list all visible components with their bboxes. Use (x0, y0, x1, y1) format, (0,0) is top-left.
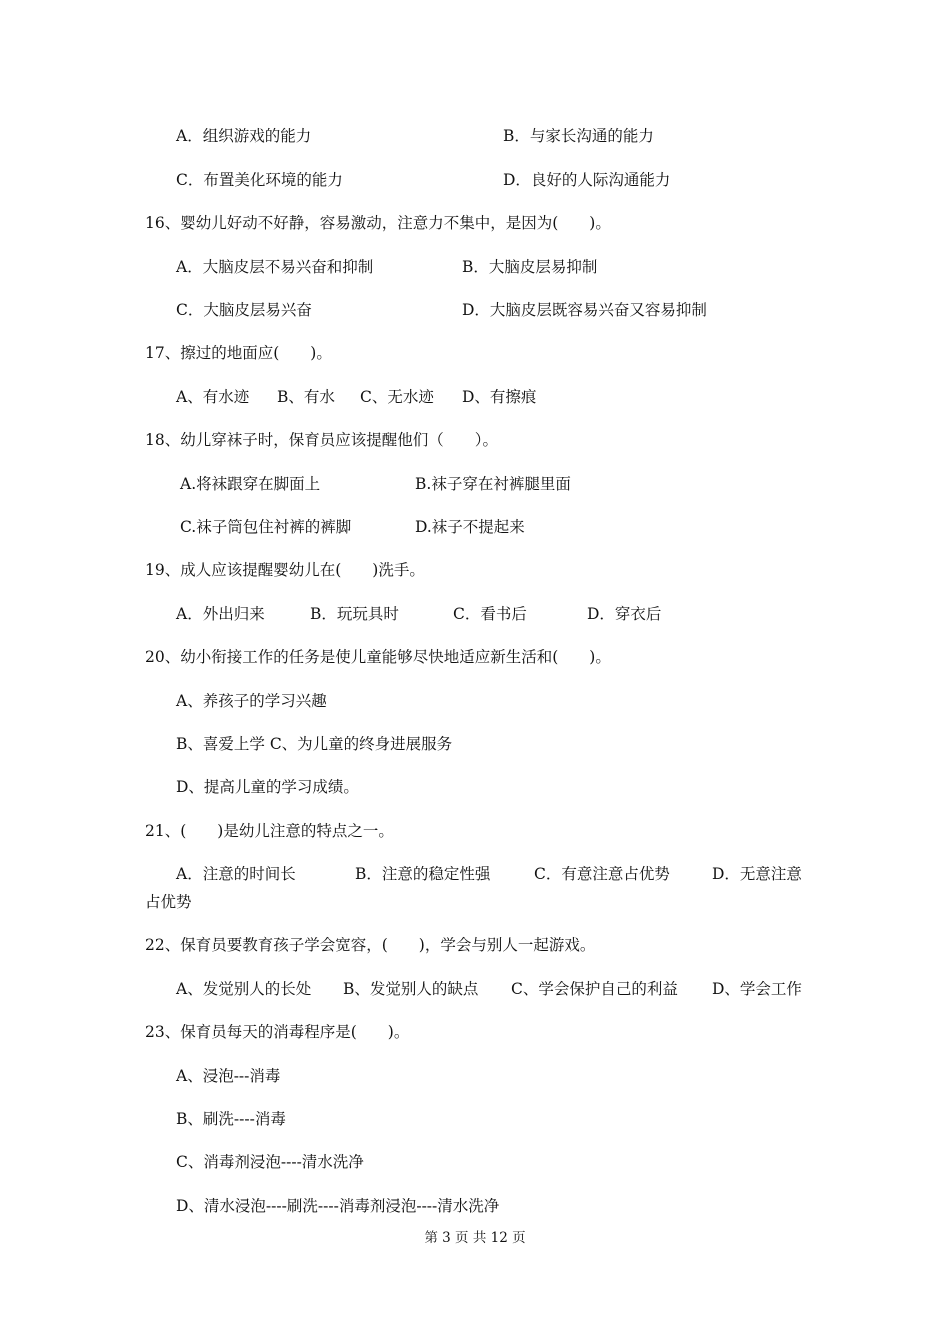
q22-option-b: B、发觉别人的缺点 (343, 980, 479, 998)
q18-option-a: A.将袜跟穿在脚面上 (180, 475, 321, 493)
q16-stem: 16、婴幼儿好动不好静，容易激动，注意力不集中，是因为( )。 (145, 214, 611, 232)
q18-option-b: B.袜子穿在衬裤腿里面 (415, 475, 571, 493)
q16-option-a: A．大脑皮层不易兴奋和抑制 (176, 258, 374, 276)
q16-option-b: B．大脑皮层易抑制 (462, 258, 598, 276)
q16-option-d: D．大脑皮层既容易兴奋又容易抑制 (462, 301, 707, 319)
q23-option-b: B、刷洗----消毒 (176, 1110, 286, 1128)
q17-option-a: A、有水迹 (176, 388, 250, 406)
q19-stem: 19、成人应该提醒婴幼儿在( )洗手。 (145, 561, 425, 579)
q19-option-d: D．穿衣后 (587, 605, 662, 623)
q15-option-c: C．布置美化环境的能力 (176, 171, 343, 189)
q15-option-a: A．组织游戏的能力 (176, 127, 312, 145)
q23-option-a: A、浸泡---消毒 (176, 1067, 281, 1085)
q21-option-d: D．无意注意 (712, 865, 802, 883)
q16-option-c: C．大脑皮层易兴奋 (176, 301, 312, 319)
q19-option-b: B．玩玩具时 (310, 605, 399, 623)
q21-stem: 21、( )是幼儿注意的特点之一。 (145, 822, 394, 840)
q19-option-c: C．看书后 (453, 605, 527, 623)
q21-option-b: B．注意的稳定性强 (355, 865, 491, 883)
q21-option-c: C．有意注意占优势 (534, 865, 670, 883)
page-number-footer: 第 3 页 共 12 页 (424, 1230, 526, 1246)
q17-option-d: D、有擦痕 (462, 388, 537, 406)
q22-stem: 22、保育员要教育孩子学会宽容，( )，学会与别人一起游戏。 (145, 936, 596, 954)
q23-option-c: C、消毒剂浸泡----清水洗净 (176, 1153, 364, 1171)
q20-option-bc: B、喜爱上学 C、为儿童的终身进展服务 (176, 735, 453, 753)
q18-option-c: C.袜子筒包住衬裤的裤脚 (180, 518, 352, 536)
q15-option-b: B．与家长沟通的能力 (503, 127, 654, 145)
q23-stem: 23、保育员每天的消毒程序是( )。 (145, 1023, 410, 1041)
q18-stem: 18、幼儿穿袜子时，保育员应该提醒他们（ ）。 (145, 431, 498, 449)
q20-option-a: A、养孩子的学习兴趣 (176, 692, 327, 710)
q17-stem: 17、擦过的地面应( )。 (145, 344, 332, 362)
q15-option-d: D．良好的人际沟通能力 (503, 171, 671, 189)
q18-option-d: D.袜子不提起来 (415, 518, 525, 536)
q22-option-d: D、学会工作 (712, 980, 802, 998)
q23-option-d: D、清水浸泡----刷洗----消毒剂浸泡----清水洗净 (176, 1197, 500, 1215)
q17-option-c: C、无水迹 (360, 388, 434, 406)
q19-option-a: A．外出归来 (176, 605, 265, 623)
q20-option-d: D、提高儿童的学习成绩。 (176, 778, 359, 796)
q20-stem: 20、幼小衔接工作的任务是使儿童能够尽快地适应新生活和( )。 (145, 648, 611, 666)
q17-option-b: B、有水 (277, 388, 335, 406)
q21-option-a: A．注意的时间长 (176, 865, 296, 883)
q22-option-a: A、发觉别人的长处 (176, 980, 312, 998)
q22-option-c: C、学会保护自己的利益 (511, 980, 678, 998)
q21-option-d-continued: 占优势 (145, 893, 192, 911)
